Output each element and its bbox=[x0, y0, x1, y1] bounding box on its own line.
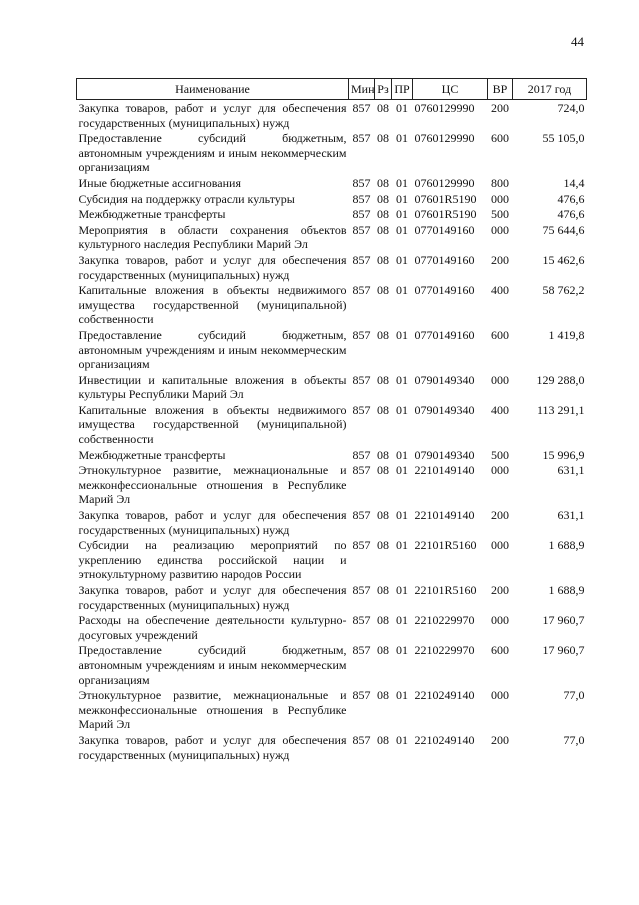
cell-rz: 08 bbox=[377, 447, 389, 462]
table-row bbox=[77, 252, 587, 282]
cell-rz: 08 bbox=[377, 252, 389, 267]
cell-cs: 0790149340 bbox=[414, 402, 475, 417]
cell-pr: 01 bbox=[396, 447, 408, 462]
cell-name: Этнокультурное развитие, межнациональные и межконфессиональные отношения в Республике Марий Эл bbox=[78, 688, 347, 732]
table-row bbox=[77, 462, 587, 507]
cell-cs: 0770149160 bbox=[414, 222, 475, 237]
table-row bbox=[77, 732, 587, 762]
header-min: Мин bbox=[349, 79, 375, 100]
cell-cs: 2210229970 bbox=[414, 613, 475, 628]
cell-cs: 0790149340 bbox=[414, 372, 475, 387]
table-row bbox=[77, 222, 587, 252]
table-row bbox=[77, 191, 587, 207]
cell-pr: 01 bbox=[396, 643, 408, 658]
cell-cs: 2210249140 bbox=[414, 732, 475, 747]
cell-cs: 2210229970 bbox=[414, 643, 475, 658]
cell-name: Капитальные вложения в объекты недвижимого имущества государственной (муниципальной) собственности bbox=[78, 402, 347, 447]
cell-min: 857 bbox=[352, 327, 371, 342]
cell-min: 857 bbox=[352, 538, 371, 553]
table-row bbox=[77, 507, 587, 537]
cell-min: 857 bbox=[352, 131, 371, 146]
cell-rz: 08 bbox=[377, 463, 389, 478]
cell-pr: 01 bbox=[396, 207, 408, 222]
header-rz: Рз bbox=[375, 79, 392, 100]
cell-amount: 129 288,0 bbox=[536, 372, 585, 387]
cell-amount: 55 105,0 bbox=[542, 131, 585, 146]
cell-pr: 01 bbox=[396, 327, 408, 342]
cell-rz: 08 bbox=[377, 688, 389, 703]
cell-min: 857 bbox=[352, 101, 371, 115]
cell-name: Закупка товаров, работ и услуг для обеспечения государственных (муниципальных) нужд bbox=[78, 583, 347, 612]
cell-rz: 08 bbox=[377, 207, 389, 222]
cell-rz: 08 bbox=[377, 175, 389, 190]
cell-pr: 01 bbox=[396, 732, 408, 747]
cell-vr: 600 bbox=[491, 327, 509, 342]
table-row bbox=[77, 327, 587, 372]
cell-vr: 000 bbox=[491, 538, 509, 553]
table-row bbox=[77, 642, 587, 687]
cell-rz: 08 bbox=[377, 131, 389, 146]
cell-vr: 200 bbox=[491, 101, 509, 115]
cell-vr: 500 bbox=[491, 447, 509, 462]
cell-rz: 08 bbox=[377, 372, 389, 387]
table-row bbox=[77, 537, 587, 582]
cell-amount: 77,0 bbox=[563, 732, 585, 747]
cell-vr: 200 bbox=[491, 732, 509, 747]
cell-cs: 2210149140 bbox=[414, 463, 475, 478]
cell-name: Мероприятия в области сохранения объектов культурного наследия Республики Марий Эл bbox=[78, 222, 347, 252]
cell-cs: 07601R5190 bbox=[414, 207, 477, 222]
cell-name: Субсидия на поддержку отрасли культуры bbox=[78, 191, 295, 206]
cell-amount: 113 291,1 bbox=[536, 402, 585, 417]
cell-min: 857 bbox=[352, 613, 371, 628]
cell-rz: 08 bbox=[377, 732, 389, 747]
table-row bbox=[77, 175, 587, 191]
cell-amount: 77,0 bbox=[563, 688, 585, 703]
cell-name: Капитальные вложения в объекты недвижимого имущества государственной (муниципальной) собственности bbox=[78, 283, 347, 327]
cell-pr: 01 bbox=[396, 583, 408, 597]
cell-rz: 08 bbox=[377, 538, 389, 553]
table-row bbox=[77, 612, 587, 642]
cell-name: Этнокультурное развитие, межнациональные и межконфессиональные отношения в Республике Марий Эл bbox=[78, 463, 347, 507]
cell-rz: 08 bbox=[377, 283, 389, 298]
cell-cs: 0760129990 bbox=[414, 175, 475, 190]
cell-name: Предоставление субсидий бюджетным, автономным учреждениям и иным некоммерческим организациям bbox=[78, 131, 347, 175]
cell-min: 857 bbox=[352, 732, 371, 747]
cell-amount: 17 960,7 bbox=[542, 613, 585, 628]
cell-vr: 200 bbox=[491, 252, 509, 267]
cell-rz: 08 bbox=[377, 327, 389, 342]
cell-amount: 1 419,8 bbox=[548, 327, 585, 342]
cell-name: Межбюджетные трансферты bbox=[78, 207, 226, 222]
cell-min: 857 bbox=[352, 252, 371, 267]
cell-rz: 08 bbox=[377, 222, 389, 237]
cell-pr: 01 bbox=[396, 101, 408, 115]
cell-vr: 600 bbox=[491, 643, 509, 658]
cell-name: Закупка товаров, работ и услуг для обеспечения государственных (муниципальных) нужд bbox=[78, 252, 347, 282]
cell-min: 857 bbox=[352, 463, 371, 478]
table-row bbox=[77, 282, 587, 327]
cell-rz: 08 bbox=[377, 402, 389, 417]
cell-min: 857 bbox=[352, 175, 371, 190]
cell-amount: 476,6 bbox=[557, 207, 585, 222]
cell-amount: 58 762,2 bbox=[542, 283, 585, 298]
cell-cs: 0770149160 bbox=[414, 283, 475, 298]
cell-min: 857 bbox=[352, 191, 371, 206]
cell-rz: 08 bbox=[377, 508, 389, 523]
cell-min: 857 bbox=[352, 222, 371, 237]
cell-min: 857 bbox=[352, 372, 371, 387]
cell-name: Межбюджетные трансферты bbox=[78, 447, 226, 462]
cell-min: 857 bbox=[352, 688, 371, 703]
cell-name: Закупка товаров, работ и услуг для обеспечения государственных (муниципальных) нужд bbox=[78, 732, 347, 762]
cell-vr: 000 bbox=[491, 688, 509, 703]
cell-vr: 000 bbox=[491, 222, 509, 237]
cell-min: 857 bbox=[352, 283, 371, 298]
table-row bbox=[77, 582, 587, 612]
cell-vr: 400 bbox=[491, 402, 509, 417]
cell-amount: 14,4 bbox=[563, 175, 585, 190]
budget-table bbox=[76, 78, 587, 762]
cell-cs: 0760129990 bbox=[414, 101, 475, 115]
cell-cs: 0770149160 bbox=[414, 252, 475, 267]
cell-pr: 01 bbox=[396, 508, 408, 523]
table-row bbox=[77, 372, 587, 402]
cell-cs: 22101R5160 bbox=[414, 538, 477, 553]
cell-pr: 01 bbox=[396, 688, 408, 703]
cell-name: Предоставление субсидий бюджетным, автономным учреждениям и иным некоммерческим организациям bbox=[78, 643, 347, 687]
header-cs: ЦС bbox=[413, 79, 488, 100]
cell-name: Субсидии на реализацию мероприятий по укреплению единства российской нации и этнокультурному развитию народов России bbox=[78, 538, 347, 582]
cell-rz: 08 bbox=[377, 583, 389, 597]
cell-amount: 1 688,9 bbox=[548, 538, 585, 553]
table-row bbox=[77, 687, 587, 732]
cell-pr: 01 bbox=[396, 191, 408, 206]
cell-pr: 01 bbox=[396, 222, 408, 237]
cell-pr: 01 bbox=[396, 252, 408, 267]
cell-vr: 600 bbox=[491, 131, 509, 146]
cell-min: 857 bbox=[352, 207, 371, 222]
cell-amount: 631,1 bbox=[557, 508, 585, 523]
cell-pr: 01 bbox=[396, 372, 408, 387]
table-row bbox=[77, 206, 587, 222]
cell-amount: 15 996,9 bbox=[542, 447, 585, 462]
cell-name: Инвестиции и капитальные вложения в объекты культуры Республики Марий Эл bbox=[78, 372, 347, 402]
cell-pr: 01 bbox=[396, 402, 408, 417]
cell-cs: 0790149340 bbox=[414, 447, 475, 462]
cell-vr: 000 bbox=[491, 372, 509, 387]
cell-min: 857 bbox=[352, 508, 371, 523]
cell-vr: 200 bbox=[491, 583, 509, 597]
cell-min: 857 bbox=[352, 583, 371, 597]
cell-rz: 08 bbox=[377, 101, 389, 115]
cell-name: Расходы на обеспечение деятельности культурно-досуговых учреждений bbox=[78, 613, 347, 642]
cell-cs: 2210149140 bbox=[414, 508, 475, 523]
cell-name: Закупка товаров, работ и услуг для обеспечения государственных (муниципальных) нужд bbox=[78, 101, 347, 130]
cell-rz: 08 bbox=[377, 643, 389, 658]
header-vr: ВР bbox=[488, 79, 513, 100]
cell-amount: 75 644,6 bbox=[542, 222, 585, 237]
cell-amount: 17 960,7 bbox=[542, 643, 585, 658]
cell-vr: 200 bbox=[491, 508, 509, 523]
cell-amount: 724,0 bbox=[557, 101, 585, 115]
cell-vr: 400 bbox=[491, 283, 509, 298]
cell-cs: 2210249140 bbox=[414, 688, 475, 703]
cell-name: Предоставление субсидий бюджетным, автономным учреждениям и иным некоммерческим организациям bbox=[78, 327, 347, 372]
cell-cs: 0760129990 bbox=[414, 131, 475, 146]
cell-vr: 000 bbox=[491, 463, 509, 478]
cell-min: 857 bbox=[352, 643, 371, 658]
cell-vr: 500 bbox=[491, 207, 509, 222]
page-number: 44 bbox=[571, 34, 584, 49]
table-row bbox=[77, 402, 587, 447]
cell-amount: 1 688,9 bbox=[548, 583, 585, 597]
cell-vr: 800 bbox=[491, 175, 509, 190]
cell-cs: 22101R5160 bbox=[414, 583, 477, 597]
cell-amount: 476,6 bbox=[557, 191, 585, 206]
cell-min: 857 bbox=[352, 402, 371, 417]
cell-cs: 0770149160 bbox=[414, 327, 475, 342]
cell-amount: 631,1 bbox=[557, 463, 585, 478]
table-row bbox=[77, 130, 587, 175]
cell-name: Иные бюджетные ассигнования bbox=[78, 175, 241, 190]
cell-pr: 01 bbox=[396, 463, 408, 478]
cell-min: 857 bbox=[352, 447, 371, 462]
cell-pr: 01 bbox=[396, 175, 408, 190]
header-year: 2017 год bbox=[513, 79, 587, 100]
table-header bbox=[77, 79, 587, 100]
table-row bbox=[77, 447, 587, 463]
table-row bbox=[77, 100, 587, 131]
cell-rz: 08 bbox=[377, 613, 389, 628]
header-pr: ПР bbox=[392, 79, 413, 100]
table-body bbox=[77, 100, 587, 763]
cell-pr: 01 bbox=[396, 283, 408, 298]
cell-cs: 07601R5190 bbox=[414, 191, 477, 206]
cell-pr: 01 bbox=[396, 131, 408, 146]
cell-vr: 000 bbox=[491, 613, 509, 628]
header-name: Наименование bbox=[77, 79, 349, 100]
cell-vr: 000 bbox=[491, 191, 509, 206]
cell-amount: 15 462,6 bbox=[542, 252, 585, 267]
cell-pr: 01 bbox=[396, 538, 408, 553]
cell-pr: 01 bbox=[396, 613, 408, 628]
cell-rz: 08 bbox=[377, 191, 389, 206]
cell-name: Закупка товаров, работ и услуг для обеспечения государственных (муниципальных) нужд bbox=[78, 508, 347, 537]
